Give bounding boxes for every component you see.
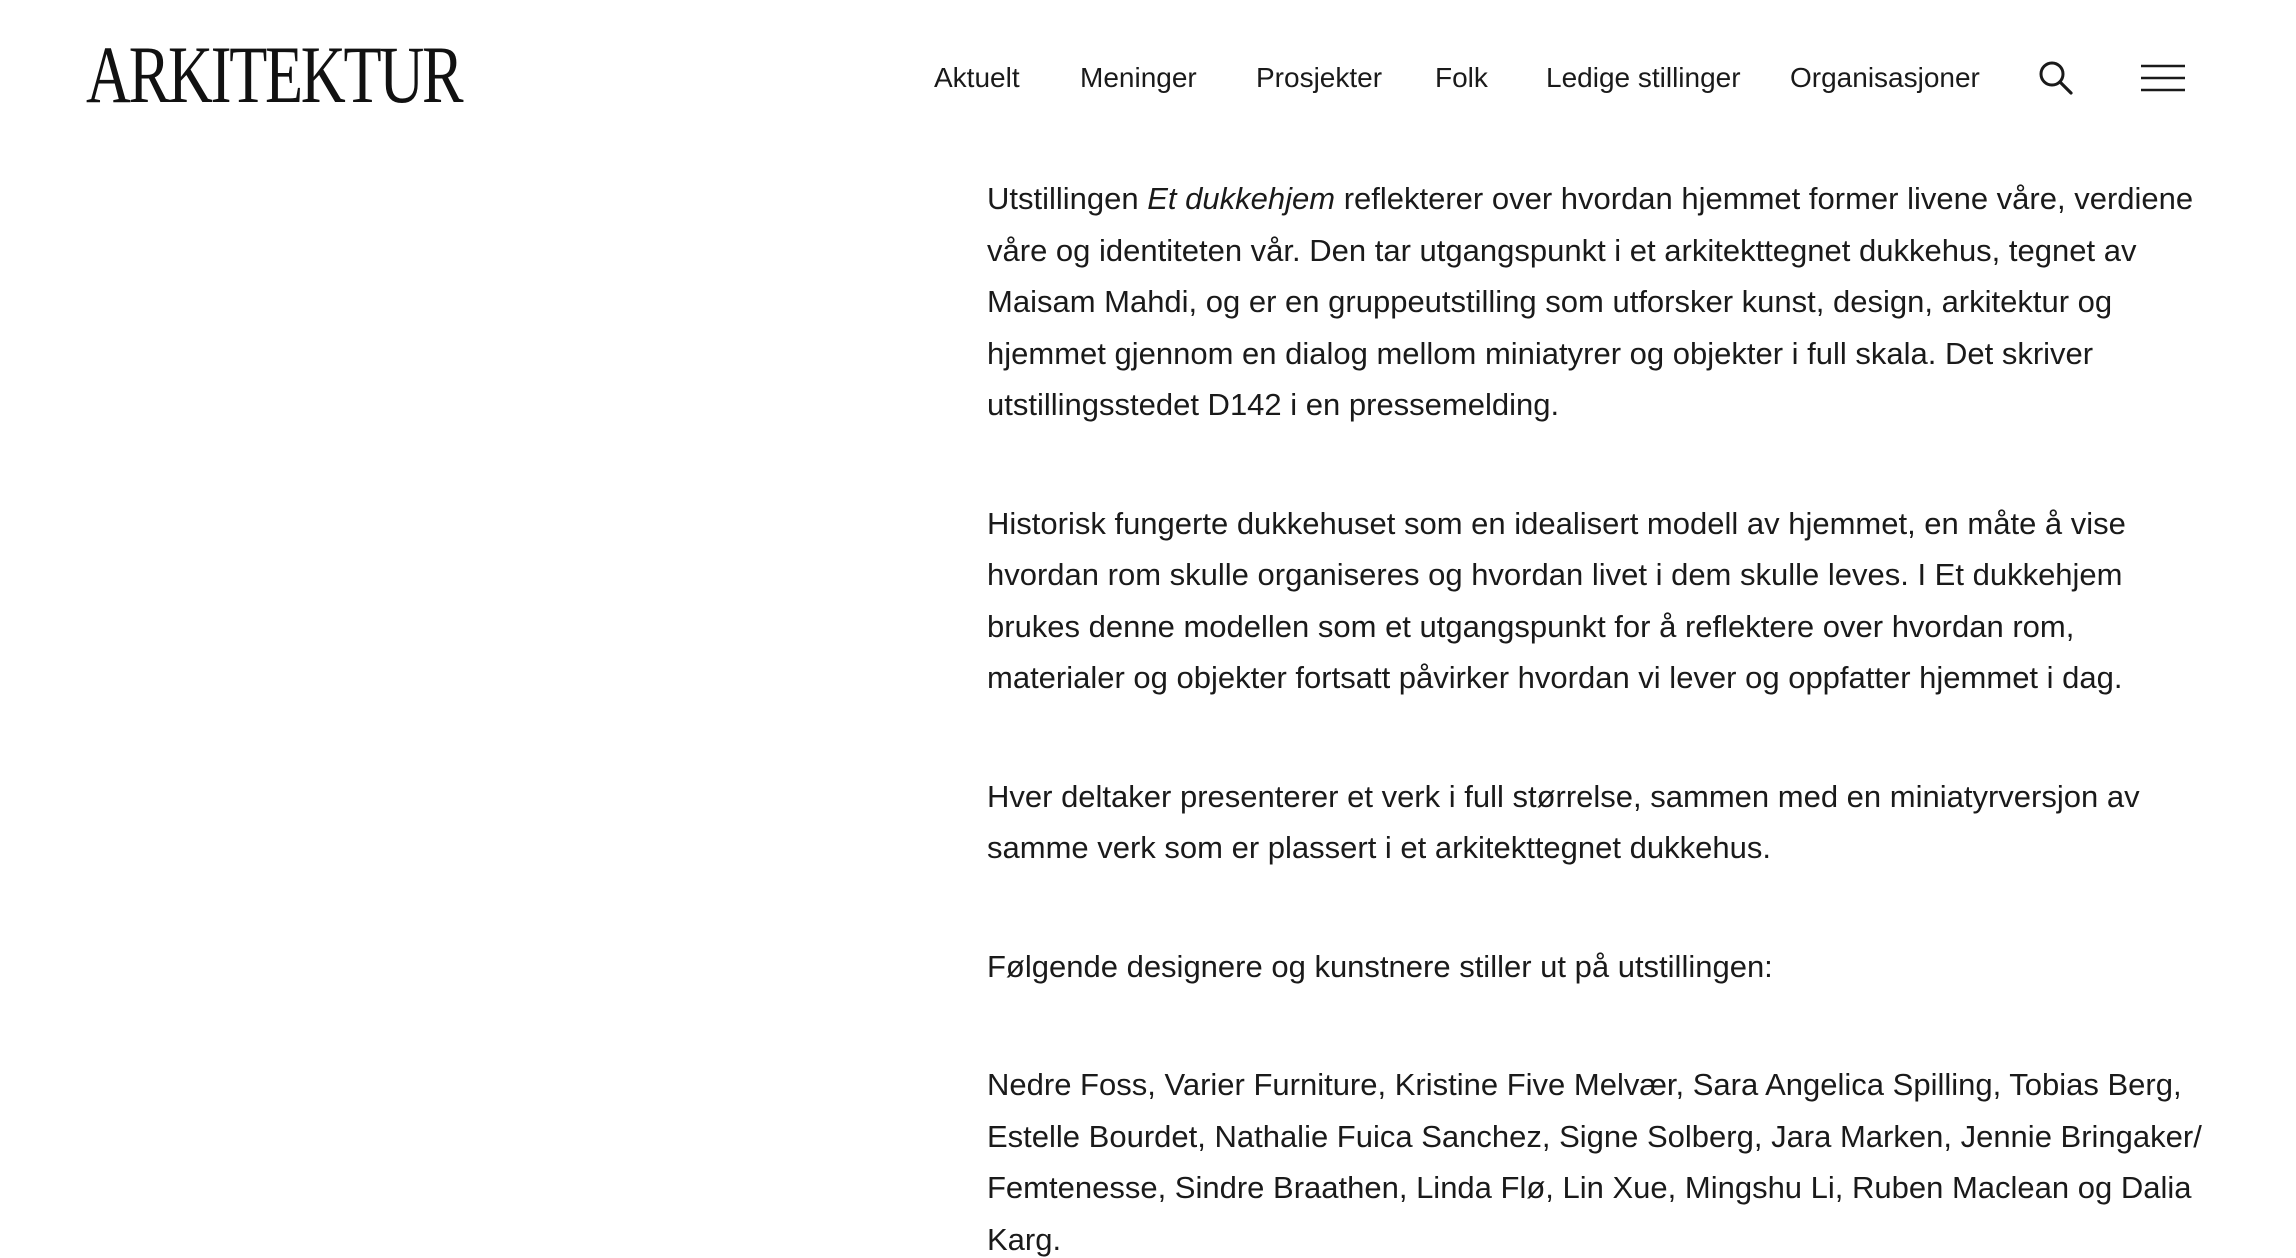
nav-item-aktuelt[interactable]: Aktuelt bbox=[934, 62, 1020, 93]
article-paragraph-intro bbox=[987, 173, 2217, 431]
article-paragraph-exhibitors-list: Nedre Foss, Varier Furniture, Kristine Five Melvær, Sara Angelica Spilling, Tobias Berg, Estelle Bourdet, Nathalie Fuica Sanchez, Signe Solberg, Jara Marken, Jennie Bringaker/ Femtenesse, Sindre Braathen, Linda Flø, Lin Xue, Mingshu Li, Ruben Maclean og Dalia Karg. bbox=[987, 1067, 2202, 1257]
nav-item-folk[interactable]: Folk bbox=[1435, 62, 1488, 93]
article-paragraph-exhibitors-intro: Følgende designere og kunstnere stiller ut på utstillingen: bbox=[987, 948, 1773, 984]
hamburger-menu-icon[interactable] bbox=[2140, 62, 2186, 94]
nav-item-organisasjoner[interactable]: Organisasjoner bbox=[1790, 62, 1980, 93]
main-nav bbox=[0, 55, 2296, 101]
nav-item-prosjekter[interactable]: Prosjekter bbox=[1256, 62, 1383, 93]
exhibition-title: Et dukkehjem bbox=[1147, 181, 1336, 216]
article-paragraph-history: Historisk fungerte dukkehuset som en idealisert modell av hjemmet, en måte å vise hvordan rom skulle organiseres og hvordan livet i dem skulle leves. I Et dukkehjem brukes denne modellen som et utgangspunkt for å reflektere over hvordan rom, materialer og objekter fortsatt påvirker hvordan vi lever og oppfatter hjemmet i dag. bbox=[987, 505, 2126, 695]
hamburger-menu-icon-graphic bbox=[2140, 62, 2186, 94]
nav-item-meninger[interactable]: Meninger bbox=[1080, 62, 1197, 93]
article-paragraph-participants-work: Hver deltaker presenterer et verk i full størrelse, sammen med en miniatyrversjon av samme verk som er plassert i et arkitekttegnet dukkehus. bbox=[987, 778, 2140, 865]
article-body bbox=[987, 173, 2217, 1258]
search-icon-graphic bbox=[2038, 60, 2074, 96]
site-logo[interactable]: ARKITEKTUR bbox=[86, 29, 462, 120]
intro-text-before: Utstillingen bbox=[987, 181, 1148, 216]
site-header bbox=[0, 0, 2296, 160]
intro-text-after: reflekterer over hvordan hjemmet former livene våre, verdiene våre og identiteten vår. Den tar utgangspunkt i et arkitekttegnet dukkehus, tegnet av Maisam Mahdi, og er en gruppeutstilling som utforsker kunst, design, arkitektur og hjemmet gjennom en dialog mellom miniatyrer og objekter i full skala. Det skriver utstillingsstedet D142 i en pressemelding. bbox=[987, 181, 2194, 422]
nav-item-ledige-stillinger[interactable]: Ledige stillinger bbox=[1546, 62, 1741, 93]
search-icon[interactable] bbox=[2038, 60, 2074, 96]
